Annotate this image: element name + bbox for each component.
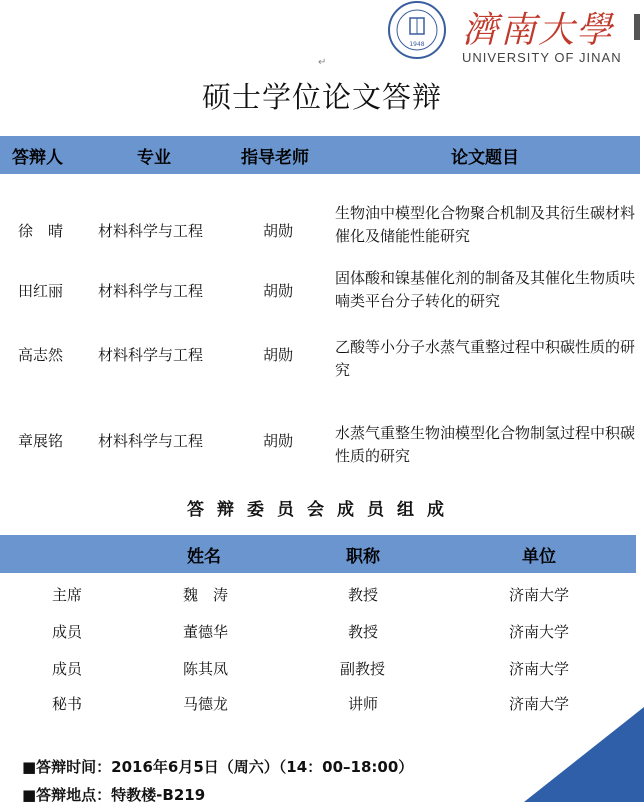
student-name: 高志然	[18, 346, 64, 364]
header-bar-decoration	[634, 14, 640, 40]
header-unit: 单位	[522, 547, 556, 567]
member-name: 马德龙	[183, 695, 229, 713]
thesis-topic: 水蒸气重整生物油模型化合物制氢过程中积碳性质的研究	[335, 424, 636, 465]
university-name-cn: 濟南大學	[462, 10, 615, 51]
student-major: 材料科学与工程	[98, 432, 204, 450]
student-name: 徐 晴	[18, 222, 64, 240]
header-advisor: 指导老师	[241, 148, 309, 168]
member-role: 主席	[52, 586, 83, 604]
member-name: 魏 涛	[183, 586, 229, 604]
header-name: 姓名	[187, 547, 221, 567]
member-rank: 教授	[348, 586, 379, 604]
committee-title: 答辩委员会成员组成	[187, 500, 457, 520]
defense-time: ■答辩时间：2016年6月5日（周六）（14：00–18:00）	[22, 758, 414, 776]
member-unit: 济南大学	[509, 660, 570, 678]
student-major: 材料科学与工程	[98, 346, 204, 364]
svg-text:1948: 1948	[409, 41, 425, 48]
thesis-topic: 固体酸和镍基催化剂的制备及其催化生物质呋喃类平台分子转化的研究	[335, 269, 636, 310]
member-rank: 副教授	[340, 660, 386, 678]
student-major: 材料科学与工程	[98, 282, 204, 300]
paragraph-mark-icon: ↵	[318, 57, 327, 68]
student-advisor: 胡勋	[263, 432, 294, 450]
thesis-topic: 生物油中模型化合物聚合机制及其衍生碳材料催化及储能性能研究	[335, 204, 636, 245]
header-major: 专业	[137, 148, 171, 168]
university-name-en: UNIVERSITY OF JINAN	[462, 50, 622, 65]
university-seal-logo	[382, 0, 452, 60]
member-rank: 讲师	[348, 695, 379, 713]
member-unit: 济南大学	[509, 586, 570, 604]
member-unit: 济南大学	[509, 623, 570, 641]
member-rank: 教授	[348, 623, 379, 641]
defense-place: ■答辩地点：特教楼-B219	[22, 786, 206, 804]
member-role: 成员	[52, 660, 83, 678]
student-name: 章展铭	[18, 432, 64, 450]
student-advisor: 胡勋	[263, 346, 294, 364]
student-name: 田红丽	[18, 282, 64, 300]
student-major: 材料科学与工程	[98, 222, 204, 240]
thesis-topic: 乙酸等小分子水蒸气重整过程中积碳性质的研究	[335, 338, 636, 379]
student-advisor: 胡勋	[263, 222, 294, 240]
header-student: 答辩人	[12, 148, 63, 168]
committee-table-header	[0, 535, 636, 573]
defense-table-header	[0, 136, 640, 174]
member-unit: 济南大学	[509, 695, 570, 713]
member-name: 陈其凤	[183, 660, 229, 678]
header-topic: 论文题目	[451, 148, 519, 168]
header-rank: 职称	[346, 547, 380, 567]
member-role: 秘书	[52, 695, 83, 713]
corner-decoration	[524, 707, 644, 802]
member-role: 成员	[52, 623, 83, 641]
page-title: 硕士学位论文答辩	[201, 80, 442, 114]
student-advisor: 胡勋	[263, 282, 294, 300]
member-name: 董德华	[183, 623, 229, 641]
